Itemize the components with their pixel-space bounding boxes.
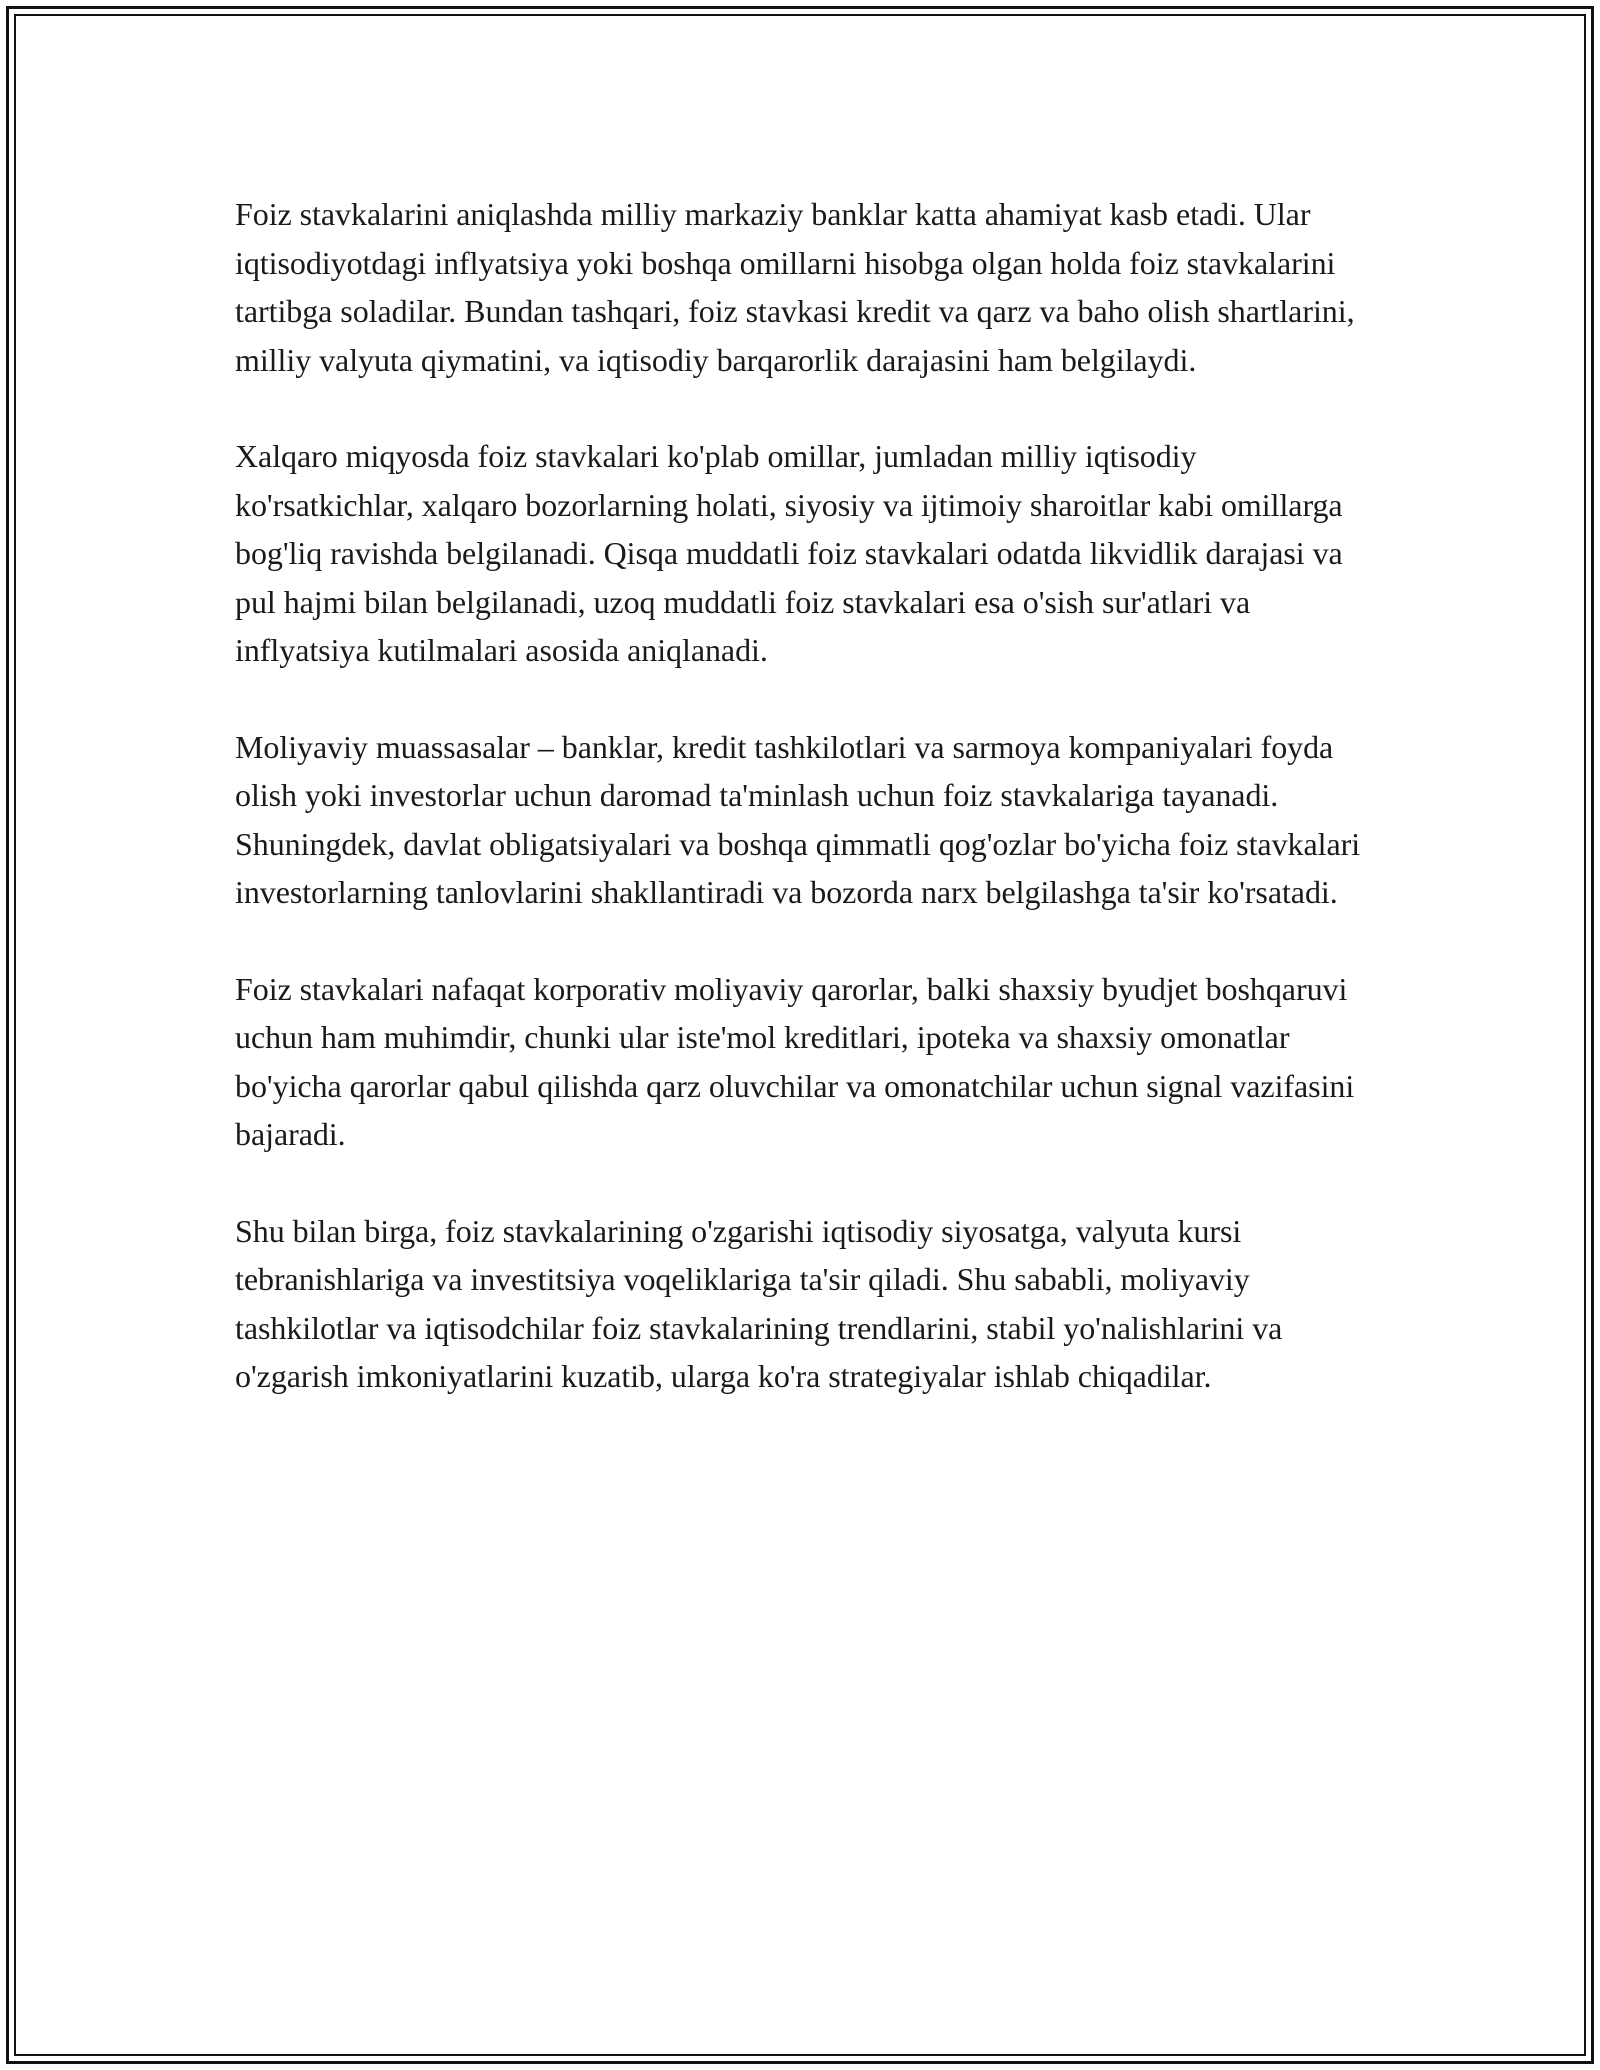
paragraph-personal-finance: Foiz stavkalari nafaqat korporativ moliyaviy qarorlar, balki shaxsiy byudjet boshqaruvi uchun ham muhimdir, chunki ular iste'mol kreditlari, ipoteka va shaxsiy omonatlar bo'yicha qarorlar qabul qilishda qarz oluvchilar va omonatchilar uchun signal vazifasini bajaradi. [235,970,1355,1152]
paragraph-international-rates: Xalqaro miqyosda foiz stavkalari ko'plab omillar, jumladan milliy iqtisodiy ko'rsatkichlar, xalqaro bozorlarning holati, siyosiy va ijtimoiy sharoitlar kabi omillarga bog'liq ravishda belgilanadi. Qisqa muddatli foiz stavkalari odatda likvidlik darajasi va pul hajmi bilan belgilanadi, uzoq muddatli foiz stavkalari esa o'sish sur'atlari va inflyatsiya kutilmalari asosida aniqlanadi. [235,438,1343,668]
document-body [235,190,1370,1449]
paragraph-economic-policy: Shu bilan birga, foiz stavkalarining o'zgarishi iqtisodiy siyosatga, valyuta kursi tebranishlariga va investitsiya voqeliklariga ta'sir qiladi. Shu sababli, moliyaviy tashkilotlar va iqtisodchilar foiz stavkalarining trendlarini, stabil yo'nalishlarini va o'zgarish imkoniyatlarini kuzatib, ularga ko'ra strategiyalar ishlab chiqadilar. [235,1212,1283,1394]
paragraph-financial-institutions: Moliyaviy muassasalar – banklar, kredit tashkilotlari va sarmoya kompaniyalari foyda olish yoki investorlar uchun daromad ta'minlash uchun foiz stavkalariga tayanadi. Shuningdek, davlat obligatsiyalari va boshqa qimmatli qog'ozlar bo'yicha foiz stavkalari investorlarning tanlovlarini shakllantiradi va bozorda narx belgilashga ta'sir ko'rsatadi. [235,728,1361,910]
paragraph-central-banks: Foiz stavkalarini aniqlashda milliy markaziy banklar katta ahamiyat kasb etadi. Ular iqtisodiyotdagi inflyatsiya yoki boshqa omillarni hisobga olgan holda foiz stavkalarini tartibga soladilar. Bundan tashqari, foiz stavkasi kredit va qarz va baho olish shartlarini, milliy valyuta qiymatini, va iqtisodiy barqarorlik darajasini ham belgilaydi. [235,196,1355,378]
